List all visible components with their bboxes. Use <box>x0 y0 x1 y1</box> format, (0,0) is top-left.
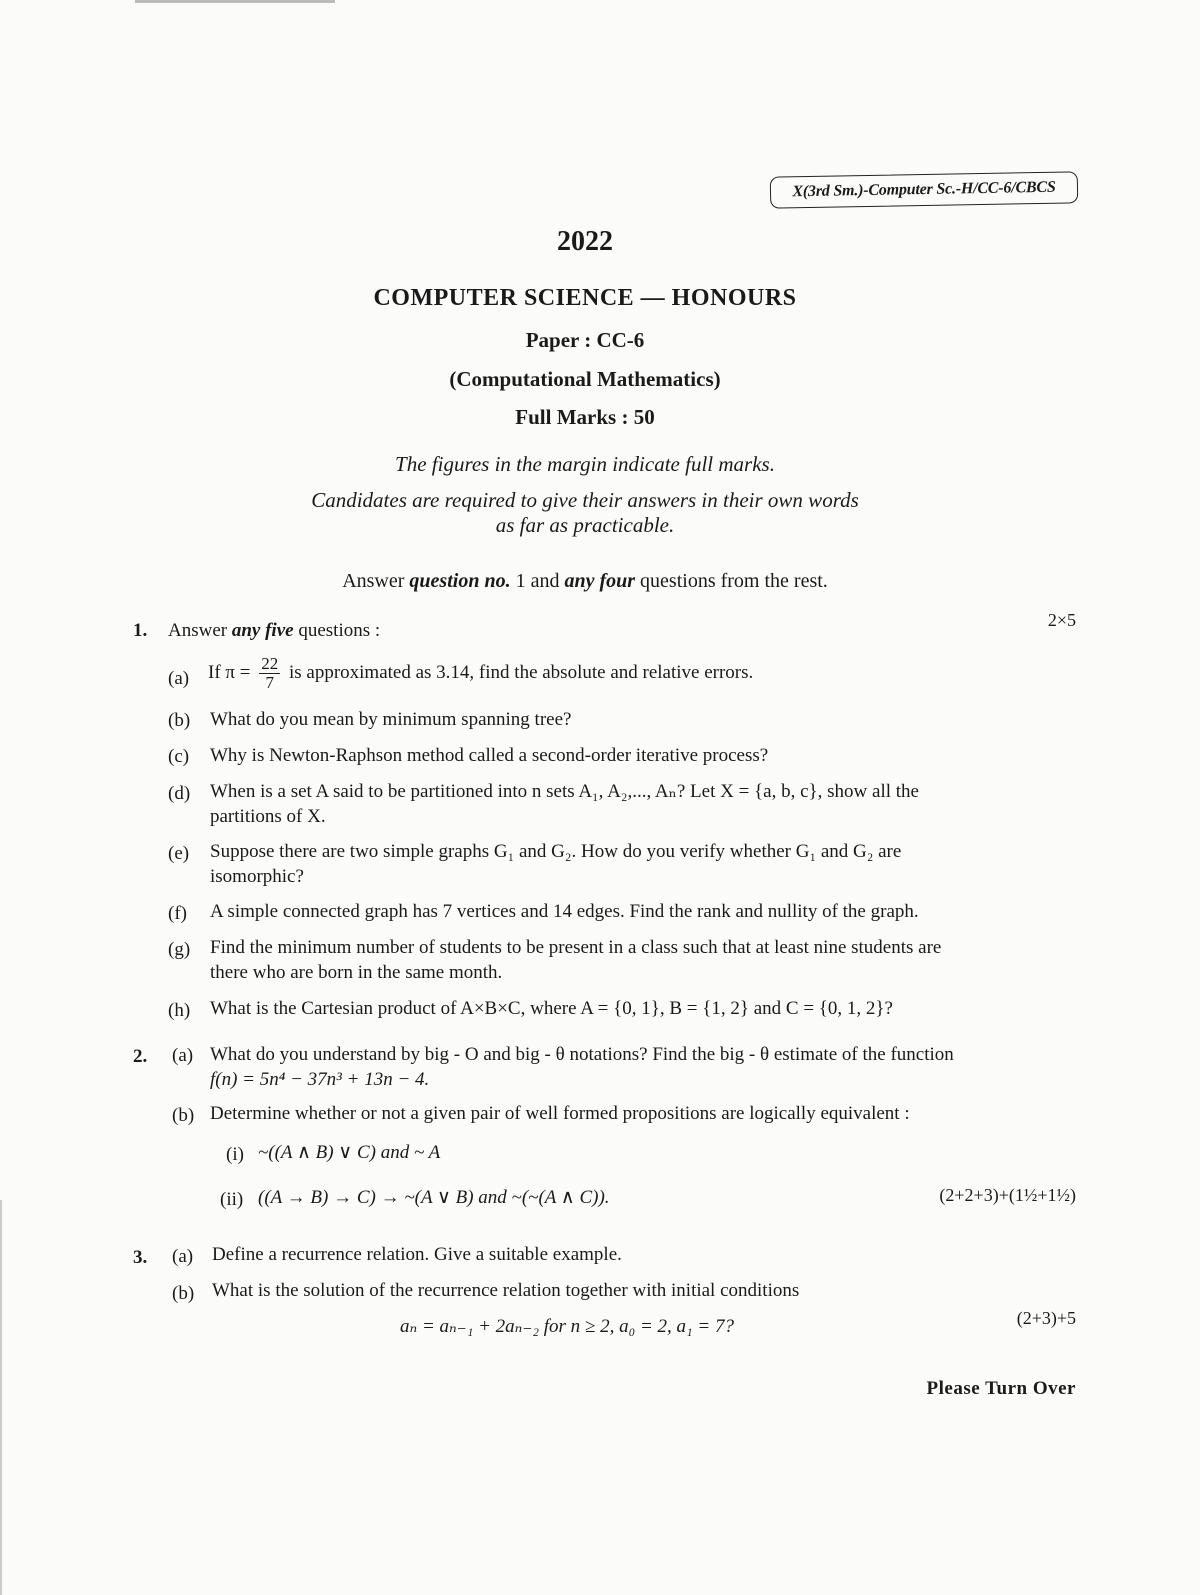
q3a-label: (a) <box>172 1246 194 1267</box>
q1-lead-post: questions : <box>293 620 381 641</box>
instruction-line-2: Candidates are required to give their answers in their own words <box>311 488 859 512</box>
q1h-label: (h) <box>168 1000 191 1021</box>
q3-marks: (2+3)+5 <box>1016 1308 1076 1328</box>
fraction-numerator: 22 <box>261 654 279 673</box>
paper-code-box <box>770 171 1079 208</box>
answer-rule-em1: question no. <box>409 570 511 592</box>
answer-rule-mid: 1 and <box>510 570 565 592</box>
q1a-label: (a) <box>168 668 190 689</box>
q2-marks: (2+2+3)+(1½+1½) <box>939 1185 1076 1205</box>
q2b-label: (b) <box>172 1105 195 1126</box>
q1f-label: (f) <box>168 903 187 924</box>
exam-year: 2022 <box>557 226 613 257</box>
scan-edge <box>0 1200 2 1595</box>
q2-number: 2. <box>133 1046 148 1067</box>
q3b-label: (b) <box>172 1283 195 1304</box>
q2b-text: Determine whether or not a given pair of well formed propositions are logically equivalent : <box>210 1103 910 1124</box>
q1f-text: A simple connected graph has 7 vertices and 14 edges. Find the rank and nullity of the graph. <box>210 901 919 922</box>
q2bii-label: (ii) <box>220 1189 244 1210</box>
q1d-text-2: partitions of X. <box>210 806 326 827</box>
paper-topic: (Computational Mathematics) <box>449 367 721 391</box>
q1e-label: (e) <box>168 843 190 864</box>
q1a-text <box>208 655 753 692</box>
paper-code: X(3rd Sm.)-Computer Sc.-H/CC-6/CBCS <box>792 178 1056 201</box>
q1a-pre: If π = <box>208 661 251 683</box>
answer-rule-post: questions from the rest. <box>635 570 828 592</box>
q1b-text: What do you mean by minimum spanning tree? <box>210 709 572 730</box>
fraction-denominator: 7 <box>265 673 274 692</box>
q3-number: 3. <box>133 1247 148 1268</box>
please-turn-over: Please Turn Over <box>926 1378 1076 1399</box>
q2bi-text: ~((A ∧ B) ∨ C) and ~ A <box>258 1142 441 1163</box>
q1-marks: 2×5 <box>1047 610 1076 630</box>
answer-rule <box>0 570 1170 593</box>
q1e-text-1: Suppose there are two simple graphs G₁ and G₂. How do you verify whether G₁ and G₂ are <box>210 841 902 862</box>
q1h-text: What is the Cartesian product of A×B×C, where A = {0, 1}, B = {1, 2} and C = {0, 1, 2}? <box>210 998 893 1019</box>
q1-lead-em: any five <box>231 620 294 641</box>
q2bii-text: ((A → B) → C) → ~(A ∨ B) and ~(~(A ∧ C)). <box>258 1187 610 1208</box>
answer-rule-pre: Answer <box>342 570 410 592</box>
q3b-text: What is the solution of the recurrence relation together with initial conditions <box>212 1280 800 1301</box>
q2bi-label: (i) <box>226 1144 244 1165</box>
scan-smudge <box>135 0 335 3</box>
q1-number: 1. <box>133 620 148 641</box>
q1g-label: (g) <box>168 939 191 960</box>
fraction-22-7 <box>259 655 280 692</box>
q2a-text-2: f(n) = 5n⁴ − 37n³ + 13n − 4. <box>210 1069 430 1090</box>
subject-title: COMPUTER SCIENCE — HONOURS <box>373 285 797 311</box>
q1e-text-2: isomorphic? <box>210 866 304 887</box>
q3a-text: Define a recurrence relation. Give a suitable example. <box>212 1244 622 1265</box>
q1c-text: Why is Newton-Raphson method called a second-order iterative process? <box>210 745 769 766</box>
q1g-text-1: Find the minimum number of students to be present in a class such that at least nine students are <box>210 937 942 958</box>
q3b-equation: aₙ = aₙ₋₁ + 2aₙ₋₂ for n ≥ 2, a₀ = 2, a₁ = 7? <box>400 1316 734 1337</box>
q1a-post: is approximated as 3.14, find the absolute and relative errors. <box>288 661 754 683</box>
q2a-label: (a) <box>172 1045 194 1066</box>
q2a-text-1: What do you understand by big - O and big - θ notations? Find the big - θ estimate of the function <box>210 1044 954 1065</box>
q1d-text-1: When is a set A said to be partitioned into n sets A₁, A₂,..., Aₙ? Let X = {a, b, c}, show all the <box>210 781 919 802</box>
q1-lead-pre: Answer <box>168 620 232 641</box>
q1-lead <box>168 618 380 644</box>
q1c-label: (c) <box>168 746 190 767</box>
instruction-line-1: The figures in the margin indicate full marks. <box>395 452 775 476</box>
q1d-label: (d) <box>168 783 191 804</box>
paper-name: Paper : CC-6 <box>525 328 645 352</box>
answer-rule-em2: any four <box>564 570 636 592</box>
instruction-line-3: as far as practicable. <box>495 513 675 537</box>
q1g-text-2: there who are born in the same month. <box>210 962 503 983</box>
full-marks: Full Marks : 50 <box>515 405 655 429</box>
q1b-label: (b) <box>168 710 191 731</box>
